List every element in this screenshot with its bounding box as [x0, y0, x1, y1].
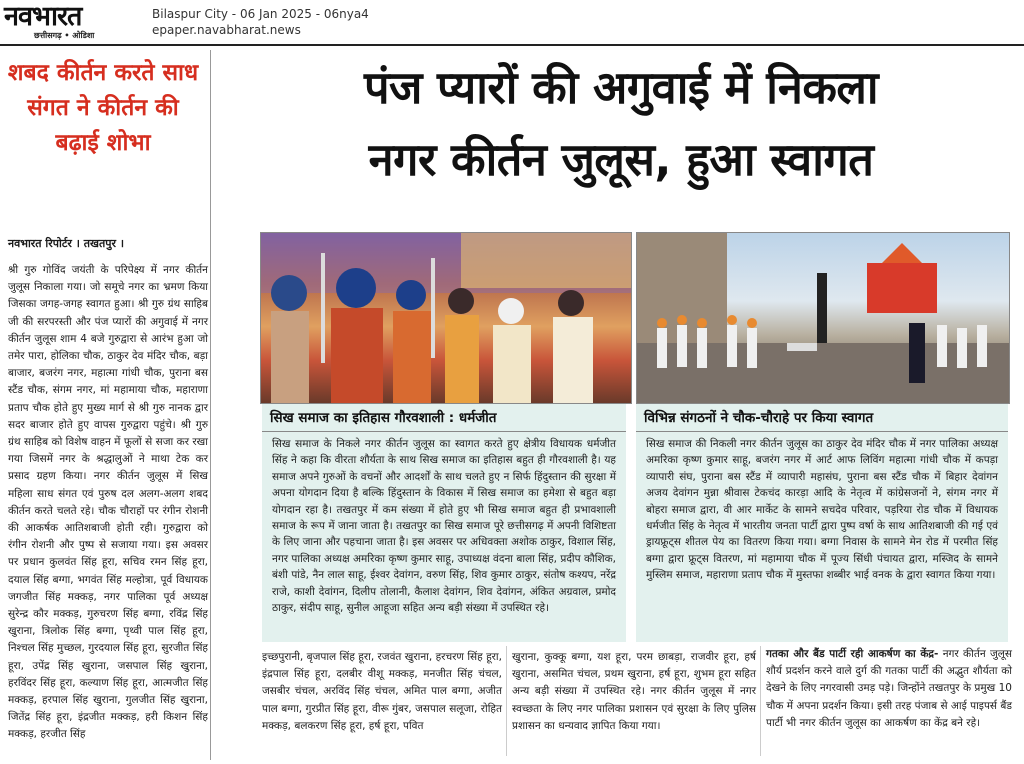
newspaper-logo: नवभारत [4, 1, 82, 32]
box-body: सिख समाज की निकली नगर कीर्तन जुलूस का ठाकुर देव मंदिर चौक में नगर पालिका अध्यक्ष अमरिका कृष्ण कुमार साहू, बजरंग नगर में आर्ट आफ लिविंग महात्मा गांधी चौक में कपड़ा व्यापारी संघ, पुराना बस स्टैंड में व्यापारी महासंघ, पुराना बस स्टैंड चौक में बिहार देवांगन अजय देवांगन मुन्ना श्रीवास टेकचंद कारड़ा आदि के नेतृत्व में कांग्रेसजनों ने, संगम नगर में बोहरा समाज द्वारा, वी आर मार्केट के सामने सचदेव परिवार, पड़रिया रोड चौक में विधायक धर्मजीत सिंह के नेतृत्व में भारतीय जनता पार्टी द्वारा पुष्प वर्षा के साथ आतिशबाजी की गई एवं ड्रायफ्रूट्स शीतल पेय का वितरण किया गया। बग्गा निवास के सामने मेन रोड में परमीत सिंह बग्गा द्वारा फ्रूट्स वितरण, मां महामाया चौक में पूज्य सिंधी पंचायत द्वारा, मस्जिद के सामने मुस्लिम समाज, महाराणा प्रताप चौक में मुस्तफा शब्बीर भाई वनक के द्वारा स्वागत किया गया। [646, 438, 998, 582]
side-headline: शबद कीर्तन करते साध संगत ने कीर्तन की बढ़ाई शोभा [7, 60, 199, 156]
column-divider [506, 646, 507, 756]
edition-info: Bilaspur City - 06 Jan 2025 - 06nya4 [152, 7, 369, 21]
sidebar-box-dharmjeet [262, 404, 626, 642]
epaper-url[interactable]: epaper.navabharat.news [152, 23, 301, 37]
article-column-4 [766, 646, 1012, 732]
column-4-text: नगर कीर्तन जुलूस शौर्य प्रदर्शन करने वाले दुर्ग की गतका पार्टी की अद्भुत शौर्यता को देखने के लिए नगरवासी उमड़ पड़े। जिन्होंने तखतपुर के प्रमुख 10 चौक में अपना प्रदर्शन किया। इसी तरह पंजाब से आई पाइपर्स बैंड पार्टी भी नगर कीर्तन जुलूस का आकर्षण का केंद्र बने रहे। [766, 648, 1012, 729]
column-divider [210, 50, 211, 760]
column-divider [760, 646, 761, 756]
headline-line-2: नगर कीर्तन जुलूस, हुआ स्वागत [368, 133, 874, 186]
main-headline [222, 52, 1020, 196]
subhead-gatka: गतका और बैंड पार्टी रही आकर्षण का केंद्र- [766, 648, 939, 660]
article-column-2: इच्छपुरानी, बृजपाल सिंह हूरा, रजवंत खुराना, हरचरण सिंह हूरा, इंद्रपाल सिंह हूरा, दलबीर वीशू मक्कड़, मनजीत सिंह चंचल, जसबीर चंचल, अरविंद सिंह चंचल, अमित पाल बग्गा, अजीत पाल बग्गा, गुरप्रीत सिंह हूरा, वीरू गुंबर, जसपाल सलूजा, रोहित मक्कड़, बलकरण सिंह हूरा, हर्ष हूरा, पवित [262, 651, 502, 732]
headline-line-1: पंज प्यारों की अगुवाई में निकला [363, 61, 879, 114]
procession-photo-1 [260, 232, 632, 404]
sidebar-box-welcome [636, 404, 1008, 642]
logo-subtitle: छत्तीसगढ़ • ओडिशा [34, 31, 95, 40]
masthead-divider [0, 44, 1024, 46]
procession-photo-2 [636, 232, 1010, 404]
procession-photo-1-art [261, 233, 631, 403]
box-title: सिख समाज का इतिहास गौरवशाली : धर्मजीत [262, 404, 626, 432]
box-title: विभिन्न संगठनों ने चौक-चौराहे पर किया स्वागत [636, 404, 1008, 432]
procession-photo-2-art [637, 233, 1009, 403]
article-column-1: श्री गुरु गोविंद जयंती के परिपेक्ष्य में नगर कीर्तन जुलूस निकाला गया। जो समूचे नगर का भ्रमण किया जिसका जगह-जगह स्वागत हुआ। श्री गुरु ग्रंथ साहिब जी की सरपरस्ती और पंज प्यारों की अगुवाई में नगर कीर्तन जुलूस शाम 4 बजे गुरुद्वारा से आरंभ हुआ जो तमेर पारा, होलिका चौक, ठाकुर देव मंदिर चौक, बड़ा बाजार, बजरंग नगर, महात्मा गांधी चौक, पुराना बस स्टैंड चौक, संगम नगर, मां महामाया चौक, महाराणा प्रताप चौक होते हुए मुख्य मार्ग से श्री गुरु नानक द्वार सदर बाजार होते हुए वापस गुरुद्वारा पहुंचे। श्री गुरु ग्रंथ साहिब को विशेष वाहन में फूलों से सजा कर रखा गया जिसमें नगर के श्रद्धालुओं ने माथा टेक कर प्रसाद ग्रहण किया। नगर कीर्तन जुलूस में सिख महिला साध संगत एवं पुरुष दल अलग-अलग शबद कीर्तन करते चलते रहे। चौक चौराहों पर रंगीन रोशनी की आकर्षक आतिशबाजी होती रही। गुरुद्वारा को रंगीन रोशनी और पुष्प से सजाया गया। इस अवसर पर प्रधान कुलवंत सिंह हूरा, सचिव रमन सिंह हूरा, दयाल सिंह बग्गा, भगवंत सिंह मल्होत्रा, पूर्व विधायक जगजीत सिंह मक्कड़, नगर पालिका पूर्व अध्यक्ष सुरेन्द्र कौर मक्कड़, गुरुचरण सिंह बग्गा, रविंद्र सिंह खुराना, त्रिलोक सिंह बग्गा, पृथ्वी पाल सिंह हूरा, निश्चल सिंह मुच्छल, गुरदयाल सिंह हूरा, सुरजीत सिंह हूरा, उपेंद्र सिंह खुराना, जसपाल सिंह खुराना, हरविंदर सिंह हूरा, कल्याण सिंह हूरा, आत्मजीत सिंह मक्कड़, हरपाल सिंह खुराना, गुलजीत सिंह खुराना, जितेंद्र सिंह हूरा, इंद्रजीत मक्कड़, हरी किशन सिंह मक्कड़, हरजीत सिंह [8, 264, 208, 741]
byline: नवभारत रिपोर्टर । तखतपुर । [8, 237, 125, 250]
box-body: सिख समाज के निकले नगर कीर्तन जुलूस का स्वागत करते हुए क्षेत्रीय विधायक धर्मजीत सिंह ने कहा कि वीरता शौर्यता के साथ सिख समाज का इतिहास बहुत ही गौरवशाली है। यह समाज अपने गुरुओं के वचनों और आदर्शों के साथ चलते हुए न सिर्फ हिंदुस्तान की सुरक्षा में अपना योगदान दिया है बल्कि हिंदुस्तान के विकास में सिख समाज का हमेशा से बहुत बड़ा योगदान रहा है। तखतपुर में कम संख्या में होते हुए भी सिख समाज बहुत ही प्रभावशाली समाज के रूप में जाना जाता है। तखतपुर का सिख समाज पूरे छत्तीसगढ़ में अपनी विशिष्टता के लिए जाना और पहचाना जाता है। इस अवसर पर अधिवक्ता अशोक ठाकुर, विशाल सिंह, नगर पालिका अध्यक्ष अमरिका कृष्ण कुमार साहू, उपाध्यक्ष वंदना बाला सिंह, प्रदीप कौशिक, बंशी पांडे, नैन लाल साहू, ईश्वर देवांगन, वरुण सिंह, शिव कुमार ठाकुर, संतोष कश्यप, नरेंद्र राजे, काशी देवांगन, दिलीप तोलानी, कैलाश देवांगन, शिव देवांगन, अंकित अग्रवाल, प्रमोद ठाकुर, संदीप साहू, सुनील आहूजा सहित अन्य बड़ी संख्या में उपस्थित रहे। [272, 438, 616, 615]
article-column-3: खुराना, कुक्कू बग्गा, यश हूरा, परम छाबड़ा, राजवीर हूरा, हर्ष खुराना, असमित चंचल, प्रथम खुराना, हर्ष हूरा, शुभम हूरा सहित अन्य बड़ी संख्या में उपस्थित रहे। नगर कीर्तन जुलूस में नगर स्वच्छता के लिए नगर पालिका प्रशासन एवं सुरक्षा के लिए पुलिस प्रशासन का धन्यवाद ज्ञापित किया गया। [512, 651, 756, 732]
